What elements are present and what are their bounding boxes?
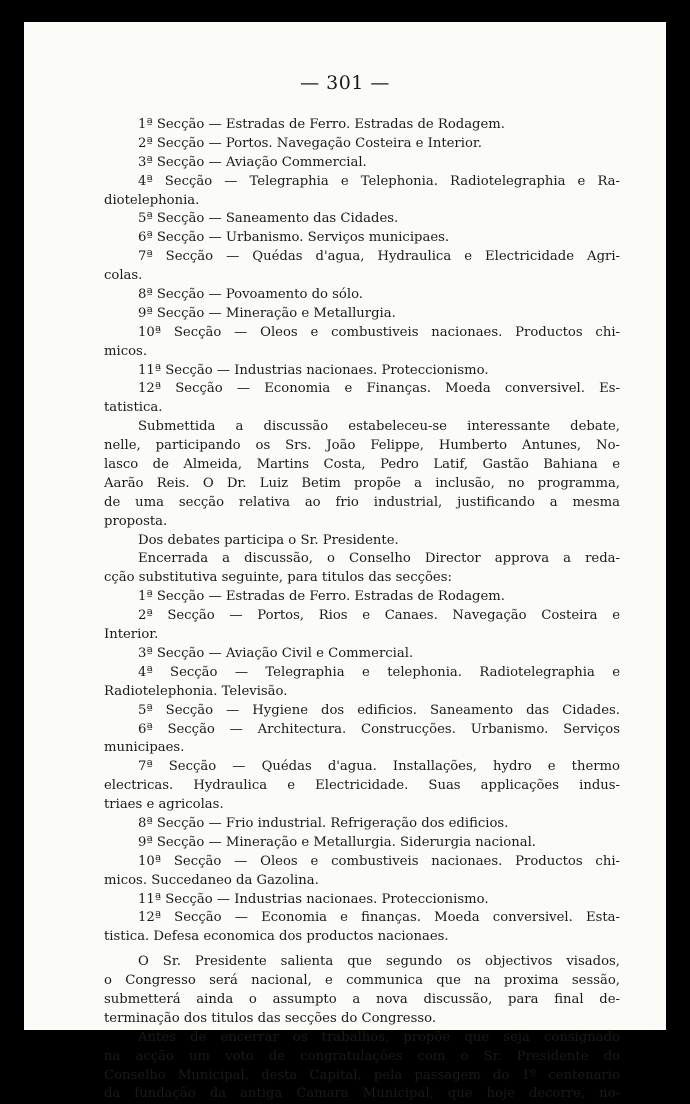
text-line: 3ª Secção — Aviação Civil e Commercial. xyxy=(138,645,414,661)
text-line: 10ª Secção — Oleos e combustiveis nacionaes. Productos chi- xyxy=(138,853,620,869)
text-line: 5ª Secção — Saneamento das Cidades. xyxy=(138,211,399,227)
text-line: lasco de Almeida, Martins Costa, Pedro Latif, Gastão Bahiana e xyxy=(104,457,620,473)
text-line: municipaes. xyxy=(104,740,185,756)
text-line: triaes e agricolas. xyxy=(104,797,224,813)
text-line: 10ª Secção — Oleos e combustiveis nacionaes. Productos chi- xyxy=(138,324,620,340)
text-line: 8ª Secção — Povoamento do sólo. xyxy=(138,287,363,303)
text-line: terminação dos titulos das secções do Congresso. xyxy=(104,1010,437,1026)
text-line: Submettida a discussão estabeleceu-se interessante debate, xyxy=(138,419,620,435)
text-line: 7ª Secção — Quédas d'agua, Hydraulica e Electricidade Agri- xyxy=(138,249,620,265)
text-line: 2ª Secção — Portos. Navegação Costeira e Interior. xyxy=(138,135,482,151)
text-line: cção substitutiva seguinte, para titulos das secções: xyxy=(104,570,452,586)
text-line: 3ª Secção — Aviação Commercial. xyxy=(138,154,367,170)
text-line: 2ª Secção — Portos, Rios e Canaes. Navegação Costeira e xyxy=(138,608,620,624)
text-line: 9ª Secção — Mineração e Metallurgia. Siderurgia nacional. xyxy=(138,834,536,850)
text-line: 5ª Secção — Hygiene dos edificios. Saneamento das Cidades. xyxy=(138,702,620,718)
text-line: nelle, participando os Srs. João Felippe, Humberto Antunes, No- xyxy=(104,438,620,454)
page-number: — 301 — xyxy=(300,72,390,94)
text-line: O Sr. Presidente salienta que segundo os objectivos visados, xyxy=(138,954,620,970)
document-page xyxy=(24,22,666,1102)
text-line: 4ª Secção — Telegraphia e telephonia. Radiotelegraphia e xyxy=(138,664,620,680)
text-line: proposta. xyxy=(104,513,168,529)
text-line: Radiotelephonia. Televisão. xyxy=(104,683,288,699)
text-line: 1ª Secção — Estradas de Ferro. Estradas de Rodagem. xyxy=(138,117,506,132)
text-line: Dos debates participa o Sr. Presidente. xyxy=(138,532,399,548)
text-line: tatistica. xyxy=(104,400,163,416)
text-line: tistica. Defesa economica dos productos nacionaes. xyxy=(104,929,449,945)
text-line: de uma secção relativa ao frio industrial, justificando a mesma xyxy=(104,494,620,510)
text-line: Aarão Reis. O Dr. Luiz Betim propõe a inclusão, no programma, xyxy=(104,475,620,491)
text-line: Antes de encerrar os trabalhos, propõe que seja consignado xyxy=(138,1029,620,1045)
text-line: micos. xyxy=(104,343,148,359)
text-line: o Congresso será nacional, e communica que na proxima sessão, xyxy=(104,973,620,989)
text-line: 6ª Secção — Urbanismo. Serviços municipaes. xyxy=(138,230,450,246)
text-line: 11ª Secção — Industrias nacionaes. Proteccionismo. xyxy=(138,891,489,907)
text-line: 6ª Secção — Architectura. Construcções. Urbanismo. Serviços xyxy=(138,721,620,737)
text-line: 4ª Secção — Telegraphia e Telephonia. Radiotelegraphia e Ra- xyxy=(138,173,620,189)
text-line: electricas. Hydraulica e Electricidade. Suas applicações indus- xyxy=(104,778,620,794)
text-line: 1ª Secção — Estradas de Ferro. Estradas de Rodagem. xyxy=(138,589,506,605)
text-line: Interior. xyxy=(104,627,159,643)
text-line: 12ª Secção — Economia e Finanças. Moeda conversivel. Es- xyxy=(138,381,620,397)
text-line: 8ª Secção — Frio industrial. Refrigeração dos edificios. xyxy=(138,815,509,831)
text-line: da fundação da antiga Camara Municipal, que hoje decorre, no- xyxy=(104,1086,620,1102)
text-line: Encerrada a discussão, o Conselho Director approva a reda- xyxy=(138,551,620,567)
text-line: micos. Succedaneo da Gazolina. xyxy=(104,872,319,888)
text-line: 12ª Secção — Economia e finanças. Moeda conversivel. Esta- xyxy=(138,910,620,926)
text-line: 7ª Secção — Quédas d'agua. Installações, hydro e thermo xyxy=(138,759,620,775)
document-body xyxy=(104,116,620,1104)
text-line: na acção um voto de congratulações com o Sr. Presidente do xyxy=(104,1048,620,1064)
text-line: colas. xyxy=(104,268,143,284)
text-line: Conselho Municipal, desta Capital, pela passagem do 1º centenario xyxy=(104,1067,620,1083)
text-line: submetterá ainda o assumpto a nova discussão, para final de- xyxy=(104,991,620,1007)
text-line: 11ª Secção — Industrias nacionaes. Proteccionismo. xyxy=(138,362,489,378)
text-line: 9ª Secção — Mineração e Metallurgia. xyxy=(138,305,396,321)
text-line: diotelephonia. xyxy=(104,192,200,208)
